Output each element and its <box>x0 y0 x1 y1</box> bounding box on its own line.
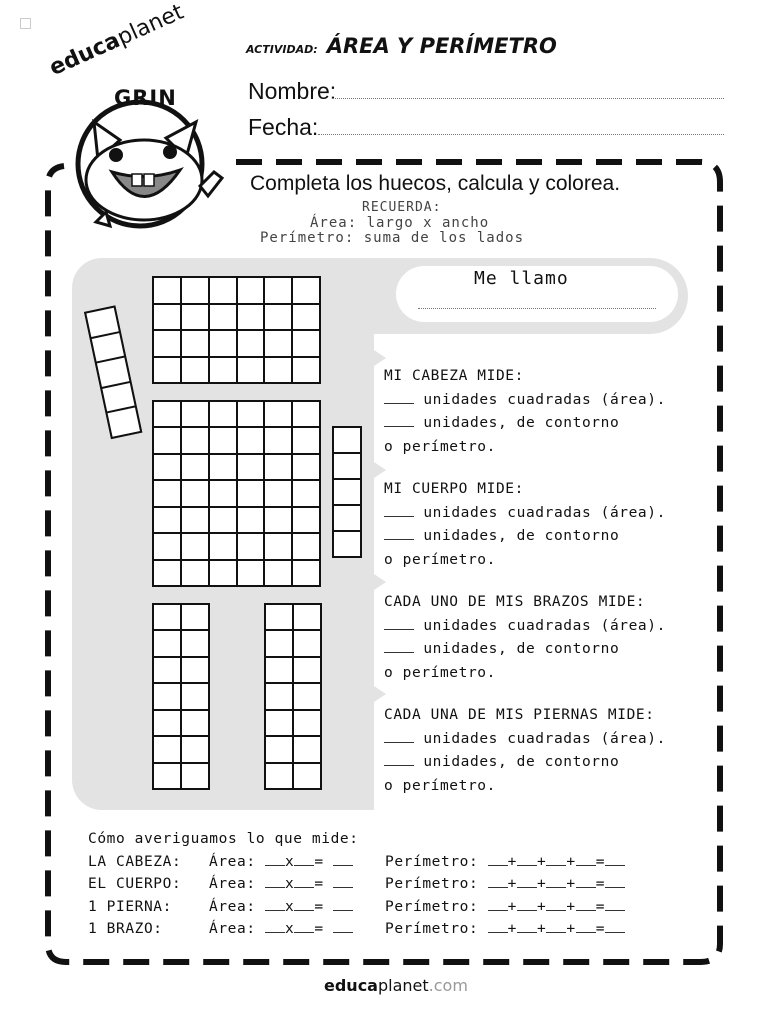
activity-label: ACTIVIDAD: <box>246 43 318 56</box>
section-title: CADA UNA DE MIS PIERNAS MIDE: <box>384 707 655 723</box>
grid-cell[interactable] <box>265 358 291 383</box>
activity-header <box>246 34 557 58</box>
section-line: unidades cuadradas (área). <box>423 391 666 408</box>
grid-cell[interactable] <box>334 454 360 478</box>
answer-blank[interactable] <box>384 730 414 743</box>
name-label: Nombre: <box>248 78 337 104</box>
grid-cell[interactable] <box>293 331 319 356</box>
grid-cell[interactable] <box>334 428 360 452</box>
answer-blank[interactable] <box>294 898 314 911</box>
grid-cell[interactable] <box>293 534 319 558</box>
answer-blank[interactable] <box>488 898 508 911</box>
logo <box>45 0 236 230</box>
grid-cell[interactable] <box>293 481 319 505</box>
grid-cell[interactable] <box>154 358 180 383</box>
grid-cell[interactable] <box>182 455 208 479</box>
activity-title: ÁREA Y PERÍMETRO <box>326 34 557 58</box>
grid-cell[interactable] <box>210 278 236 303</box>
answer-blank[interactable] <box>333 920 353 933</box>
grid-cell[interactable] <box>182 737 208 761</box>
grid-cell[interactable] <box>334 532 360 556</box>
grid-cell[interactable] <box>182 534 208 558</box>
section-line: o perímetro. <box>384 551 496 568</box>
grid-cell[interactable] <box>154 658 180 682</box>
section-line: o perímetro. <box>384 777 496 794</box>
grid-cell[interactable] <box>210 402 236 426</box>
section-head <box>384 365 666 459</box>
calc-row-label: LA CABEZA: <box>88 853 182 870</box>
grid-cell[interactable] <box>294 684 320 708</box>
answer-blank[interactable] <box>576 853 596 866</box>
section-line: unidades cuadradas (área). <box>423 730 666 747</box>
answer-blank[interactable] <box>333 875 353 888</box>
section-line: unidades cuadradas (área). <box>423 617 666 634</box>
grid-cell[interactable] <box>154 711 180 735</box>
calc-row: 1 BRAZO: Área: x = Perímetro: + + + = <box>88 918 625 941</box>
grid-cell[interactable] <box>154 278 180 303</box>
answer-blank[interactable] <box>605 853 625 866</box>
grid-cell[interactable] <box>294 711 320 735</box>
grid-cell[interactable] <box>154 481 180 505</box>
answer-blank[interactable] <box>488 853 508 866</box>
grid-cell[interactable] <box>154 737 180 761</box>
answer-blank[interactable] <box>294 853 314 866</box>
answer-blank[interactable] <box>605 875 625 888</box>
grid-cell[interactable] <box>182 305 208 330</box>
grid-cell[interactable] <box>86 308 118 337</box>
grid-cell[interactable] <box>334 506 360 530</box>
grid-cell[interactable] <box>266 764 292 788</box>
grid-cell[interactable] <box>238 331 264 356</box>
grid-cell[interactable] <box>238 428 264 452</box>
grid-cell[interactable] <box>102 383 134 412</box>
date-field[interactable] <box>318 134 724 135</box>
answer-blank[interactable] <box>294 920 314 933</box>
grid-cell[interactable] <box>182 278 208 303</box>
head-grid <box>152 276 321 384</box>
answer-blank[interactable] <box>333 898 353 911</box>
speech-label: Me llamo <box>474 268 569 289</box>
grid-cell[interactable] <box>266 737 292 761</box>
grid-cell[interactable] <box>210 561 236 585</box>
calc-area-label: Área: <box>209 921 256 937</box>
grid-cell[interactable] <box>266 631 292 655</box>
grid-cell[interactable] <box>182 428 208 452</box>
grid-cell[interactable] <box>265 402 291 426</box>
grid-cell[interactable] <box>154 508 180 532</box>
logo-brand-light: planet <box>113 0 188 51</box>
grid-cell[interactable] <box>210 534 236 558</box>
answer-blank[interactable] <box>384 414 414 427</box>
grid-cell[interactable] <box>265 455 291 479</box>
grid-cell[interactable] <box>265 278 291 303</box>
answer-blank[interactable] <box>384 391 414 404</box>
grid-cell[interactable] <box>182 561 208 585</box>
grid-cell[interactable] <box>210 428 236 452</box>
answer-blank[interactable] <box>333 853 353 866</box>
grid-cell[interactable] <box>293 305 319 330</box>
calc-perimeter-label: Perímetro: <box>385 898 479 915</box>
grid-cell[interactable] <box>293 278 319 303</box>
answer-blank[interactable] <box>265 898 285 911</box>
answer-blank[interactable] <box>294 875 314 888</box>
grid-cell[interactable] <box>293 428 319 452</box>
grid-cell[interactable] <box>293 402 319 426</box>
grid-cell[interactable] <box>210 358 236 383</box>
grid-cell[interactable] <box>97 358 129 387</box>
calc-perimeter-label: Perímetro: <box>385 921 479 937</box>
grid-cell[interactable] <box>294 631 320 655</box>
answer-blank[interactable] <box>265 875 285 888</box>
logo-brand-bold: educa <box>45 27 124 81</box>
answer-blank[interactable] <box>605 898 625 911</box>
grid-cell[interactable] <box>265 534 291 558</box>
remember-title: RECUERDA: <box>362 200 442 215</box>
grid-cell[interactable] <box>266 605 292 629</box>
grid-cell[interactable] <box>182 764 208 788</box>
answer-blank[interactable] <box>517 875 537 888</box>
calc-row: LA CABEZA: Área: x = Perímetro: + + + = <box>88 851 625 874</box>
answer-blank[interactable] <box>576 875 596 888</box>
calc-row-label: 1 PIERNA: <box>88 898 172 915</box>
answer-blank[interactable] <box>384 640 414 653</box>
grid-cell[interactable] <box>238 534 264 558</box>
footer-brand <box>324 976 468 995</box>
grid-cell[interactable] <box>334 480 360 504</box>
grid-cell[interactable] <box>265 428 291 452</box>
grid-cell[interactable] <box>154 605 180 629</box>
area-rule: Área: largo x ancho <box>310 215 490 231</box>
answer-blank[interactable] <box>265 853 285 866</box>
answer-blank[interactable] <box>576 920 596 933</box>
grid-cell[interactable] <box>182 331 208 356</box>
answer-blank[interactable] <box>384 504 414 517</box>
grid-cell[interactable] <box>238 358 264 383</box>
grid-cell[interactable] <box>238 402 264 426</box>
calc-row: EL CUERPO: Área: x = Perímetro: + + + = <box>88 873 625 896</box>
grid-cell[interactable] <box>182 684 208 708</box>
answer-blank[interactable] <box>546 898 566 911</box>
grid-cell[interactable] <box>210 508 236 532</box>
section-body <box>384 478 666 572</box>
grid-cell[interactable] <box>294 658 320 682</box>
grid-cell[interactable] <box>182 508 208 532</box>
answer-blank[interactable] <box>384 617 414 630</box>
answer-blank[interactable] <box>517 920 537 933</box>
section-line: o perímetro. <box>384 438 496 455</box>
footer-brand-mid: planet <box>377 976 429 995</box>
section-line: unidades, de contorno <box>423 754 620 770</box>
answer-blank[interactable] <box>384 527 414 540</box>
grid-cell[interactable] <box>293 455 319 479</box>
grid-cell[interactable] <box>154 455 180 479</box>
section-title: MI CUERPO MIDE: <box>384 481 524 497</box>
answer-blank[interactable] <box>605 920 625 933</box>
section-arms <box>384 591 666 685</box>
calc-row: 1 PIERNA: Área: x = Perímetro: + + + = <box>88 896 625 919</box>
answer-blank[interactable] <box>265 920 285 933</box>
name-field[interactable] <box>332 98 724 99</box>
answer-blank[interactable] <box>546 920 566 933</box>
calc-perimeter-label: Perímetro: <box>385 876 479 892</box>
grid-cell[interactable] <box>108 408 140 437</box>
grid-cell[interactable] <box>238 481 264 505</box>
grid-cell[interactable] <box>238 305 264 330</box>
right-arm-grid <box>332 426 362 558</box>
speech-name-field[interactable] <box>418 308 656 309</box>
footer-brand-bold: educa <box>324 976 378 995</box>
perimeter-rule: Perímetro: suma de los lados <box>260 230 525 246</box>
grid-cell[interactable] <box>238 508 264 532</box>
grid-cell[interactable] <box>92 333 124 362</box>
grid-cell[interactable] <box>154 534 180 558</box>
calc-perimeter-label: Perímetro: <box>385 853 479 870</box>
grid-cell[interactable] <box>154 402 180 426</box>
section-line: o perímetro. <box>384 664 496 681</box>
calc-row-label: EL CUERPO: <box>88 876 182 892</box>
section-title: MI CABEZA MIDE: <box>384 368 524 384</box>
grid-cell[interactable] <box>266 658 292 682</box>
grid-cell[interactable] <box>210 455 236 479</box>
grid-cell[interactable] <box>154 331 180 356</box>
grin-label: GRIN <box>114 86 177 110</box>
left-leg-grid <box>152 603 210 790</box>
grid-cell[interactable] <box>265 561 291 585</box>
grid-cell[interactable] <box>294 605 320 629</box>
answer-blank[interactable] <box>517 853 537 866</box>
grid-cell[interactable] <box>182 605 208 629</box>
section-line: unidades cuadradas (área). <box>423 504 666 521</box>
answer-blank[interactable] <box>517 898 537 911</box>
answer-blank[interactable] <box>546 853 566 866</box>
answer-blank[interactable] <box>384 753 414 766</box>
grid-cell[interactable] <box>238 278 264 303</box>
grid-cell[interactable] <box>265 508 291 532</box>
grid-cell[interactable] <box>154 305 180 330</box>
grid-cell[interactable] <box>182 658 208 682</box>
section-line: unidades, de contorno <box>423 415 620 431</box>
grid-cell[interactable] <box>154 684 180 708</box>
calc-area-label: Área: <box>209 898 256 915</box>
grid-cell[interactable] <box>154 764 180 788</box>
section-line: unidades, de contorno <box>423 528 620 544</box>
grid-cell[interactable] <box>154 631 180 655</box>
calc-area-label: Área: <box>209 876 256 892</box>
grid-cell[interactable] <box>182 402 208 426</box>
date-label: Fecha: <box>248 114 319 140</box>
grid-cell[interactable] <box>154 428 180 452</box>
grid-cell[interactable] <box>238 455 264 479</box>
grid-cell[interactable] <box>294 764 320 788</box>
grid-cell[interactable] <box>293 358 319 383</box>
grid-cell[interactable] <box>265 331 291 356</box>
grid-cell[interactable] <box>210 331 236 356</box>
grid-cell[interactable] <box>293 561 319 585</box>
grid-cell[interactable] <box>265 481 291 505</box>
grid-cell[interactable] <box>294 737 320 761</box>
answer-blank[interactable] <box>488 920 508 933</box>
calc-block <box>88 828 625 941</box>
footer-brand-light: .com <box>428 976 468 995</box>
section-title: CADA UNO DE MIS BRAZOS MIDE: <box>384 594 646 610</box>
grid-cell[interactable] <box>293 508 319 532</box>
grid-cell[interactable] <box>182 711 208 735</box>
calc-title: Cómo averiguamos lo que mide: <box>88 831 359 847</box>
section-line: unidades, de contorno <box>423 641 620 657</box>
grid-cell[interactable] <box>210 481 236 505</box>
corner-grid-icon <box>20 18 31 29</box>
calc-area-label: Área: <box>209 853 256 870</box>
body-grid <box>152 400 321 587</box>
answer-blank[interactable] <box>488 875 508 888</box>
grid-cell[interactable] <box>238 561 264 585</box>
grid-cell[interactable] <box>182 631 208 655</box>
grid-cell[interactable] <box>210 305 236 330</box>
answer-blank[interactable] <box>546 875 566 888</box>
grid-cell[interactable] <box>182 481 208 505</box>
answer-blank[interactable] <box>576 898 596 911</box>
instructions-main: Completa los huecos, calcula y colorea. <box>250 172 621 195</box>
grid-cell[interactable] <box>265 305 291 330</box>
grid-cell[interactable] <box>266 711 292 735</box>
grid-cell[interactable] <box>266 684 292 708</box>
calc-row-label: 1 BRAZO: <box>88 921 163 937</box>
grid-cell[interactable] <box>154 561 180 585</box>
right-leg-grid <box>264 603 322 790</box>
section-legs <box>384 704 666 798</box>
grid-cell[interactable] <box>182 358 208 383</box>
